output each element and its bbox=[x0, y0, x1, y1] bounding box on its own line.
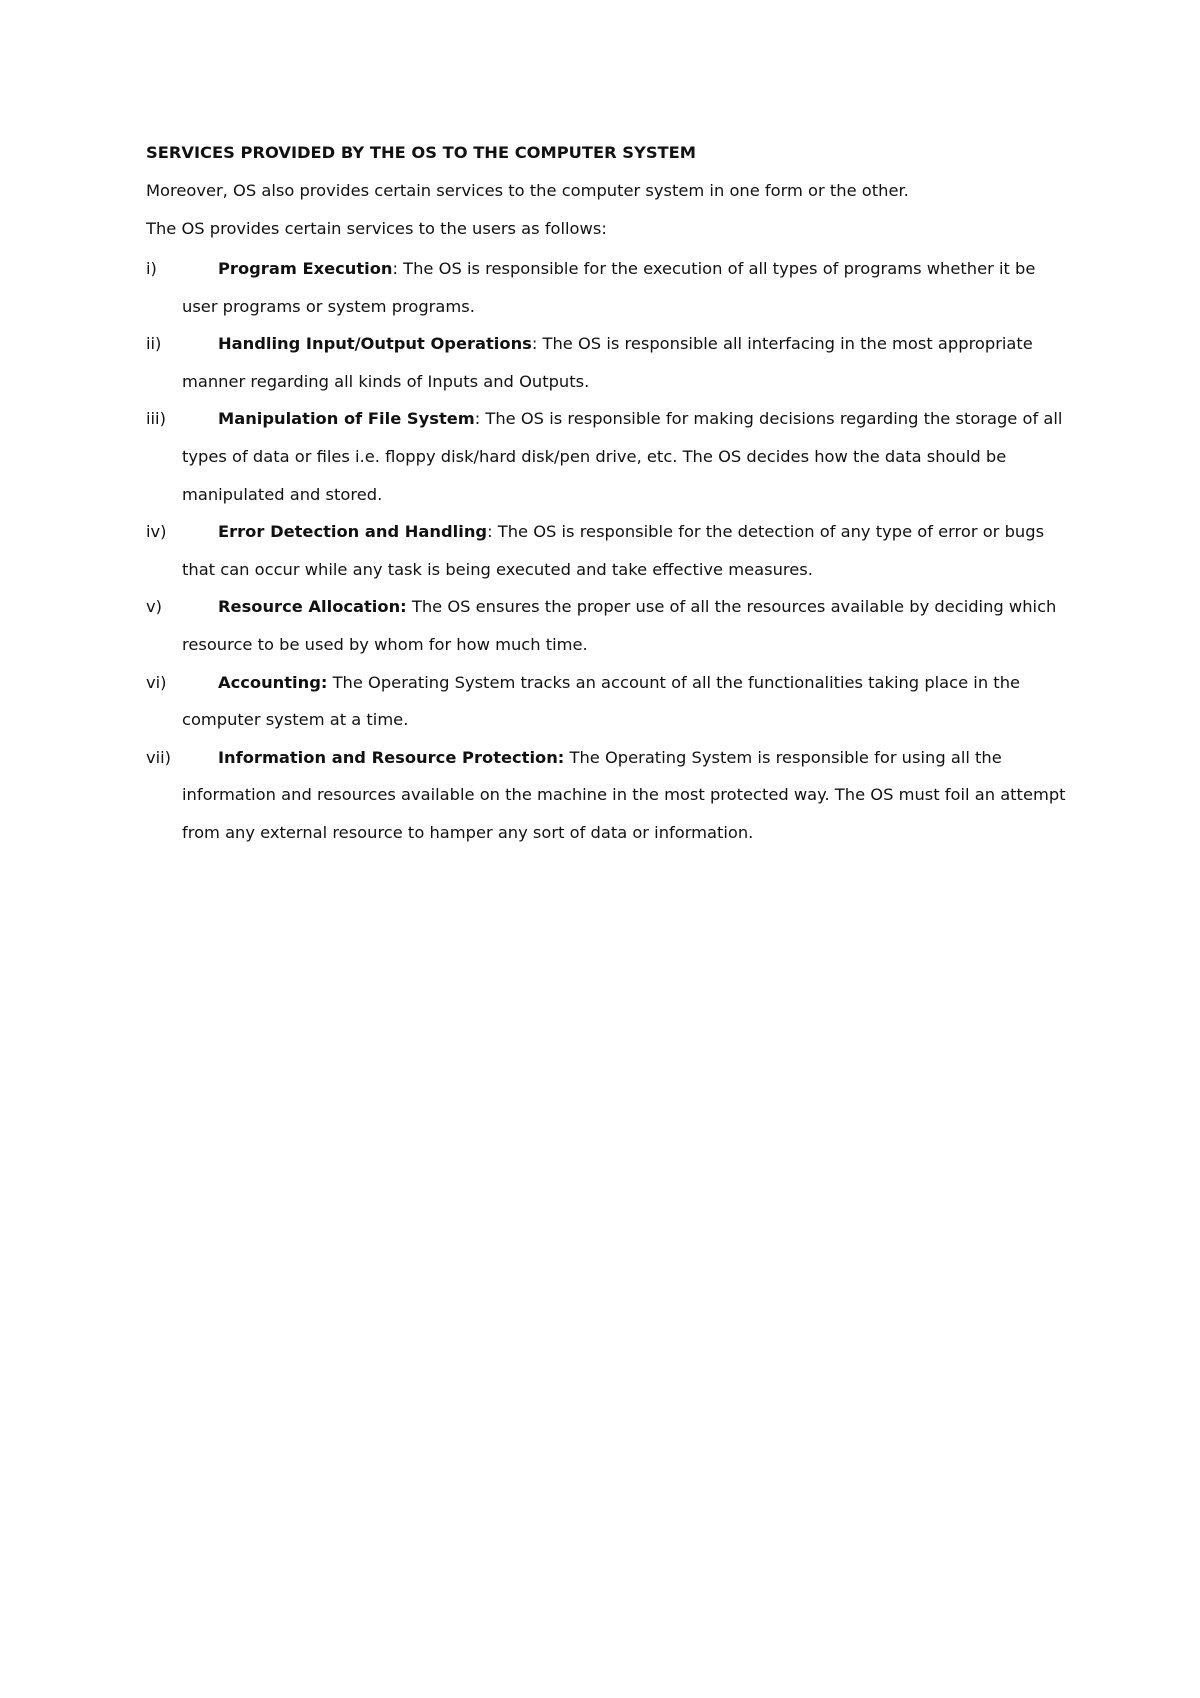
list-item-text-continued: bugs that can occur while any task is being executed and take effective measures. bbox=[182, 522, 1045, 579]
list-item-accounting bbox=[146, 664, 1066, 739]
list-numeral: iv) bbox=[146, 522, 167, 542]
list-item-term: Error Detection and Handling bbox=[218, 522, 488, 542]
list-item-text: The Operating System tracks an account of all the functionalities taking place in the bbox=[332, 672, 1021, 692]
list-item-text-continued: all types of data or files i.e. floppy disk/hard disk/pen drive, etc. The OS decides how the data should be manipulated and stored. bbox=[182, 409, 1063, 504]
list-item-term: Accounting: bbox=[218, 672, 328, 692]
list-item-term: Information and Resource Protection: bbox=[218, 747, 565, 767]
list-item-text-continued: manner regarding all kinds of Inputs and Outputs. bbox=[182, 371, 590, 391]
section-heading: SERVICES PROVIDED BY THE OS TO THE COMPUTER SYSTEM bbox=[146, 143, 696, 162]
list-item-text: The OS is responsible for the detection of any type of error or bbox=[497, 522, 1000, 542]
list-item-resource-allocation bbox=[146, 588, 1066, 663]
list-numeral: i) bbox=[146, 259, 157, 278]
list-item-text-continued: computer system at a time. bbox=[182, 710, 409, 730]
list-item-term: Program Execution bbox=[218, 259, 393, 278]
list-numeral: v) bbox=[146, 597, 162, 617]
list-numeral: iii) bbox=[146, 409, 166, 429]
list-item-error-detection: iv) Error Detection and Handling: The OS is responsible for the detection of any type of error or bugs that can occur while any task is being executed and take effective measures. bbox=[146, 513, 1066, 588]
list-item-text: The OS is responsible for the execution of all types of programs whether it be bbox=[403, 259, 1036, 278]
list-item-term: Handling Input/Output Operations bbox=[218, 334, 532, 354]
list-item-term: Manipulation of File System bbox=[218, 409, 475, 429]
list-item-text: The Operating System is responsible for using all the bbox=[569, 747, 1002, 767]
list-item-text: The OS is responsible for making decisions regarding the storage of bbox=[485, 409, 1039, 429]
intro-paragraph-2: The OS provides certain services to the users as follows: bbox=[146, 219, 607, 238]
list-numeral: vi) bbox=[146, 672, 167, 692]
list-item-file-system: iii) Manipulation of File System: The OS is responsible for making decisions regarding the storage of all types of data or files i.e. floppy disk/hard disk/pen drive, etc. The OS decides how the data should be manipulated and stored. bbox=[146, 400, 1066, 513]
document-page bbox=[146, 140, 1066, 852]
list-item-text-continued: which resource to be used by whom for how much time. bbox=[182, 597, 1057, 654]
list-numeral: vii) bbox=[146, 747, 172, 767]
list-item-text-continued: information and resources available on the machine in the most protected way. The OS must foil an attempt from any external resource to hamper any sort of data or information. bbox=[182, 785, 1066, 842]
list-item-text-continued: user programs or system programs. bbox=[182, 296, 475, 316]
list-item-io-operations: ii) Handling Input/Output Operations: The OS is responsible all interfacing in the most appropriate manner regarding all kinds of Inputs and Outputs. bbox=[146, 325, 1066, 400]
list-item-protection bbox=[146, 739, 1066, 852]
intro-paragraph-1: Moreover, OS also provides certain services to the computer system in one form or the other. bbox=[146, 181, 909, 200]
list-item-term: Resource Allocation: bbox=[218, 597, 407, 617]
services-list bbox=[146, 250, 1066, 852]
list-item-text: The OS ensures the proper use of all the resources available by deciding bbox=[411, 597, 1004, 617]
list-item-text: The OS is responsible all interfacing in the most appropriate bbox=[542, 334, 1033, 354]
list-item-program-execution: i) Program Execution: The OS is responsible for the execution of all types of programs whether it be user programs or system programs. bbox=[146, 250, 1066, 325]
list-numeral: ii) bbox=[146, 334, 162, 354]
